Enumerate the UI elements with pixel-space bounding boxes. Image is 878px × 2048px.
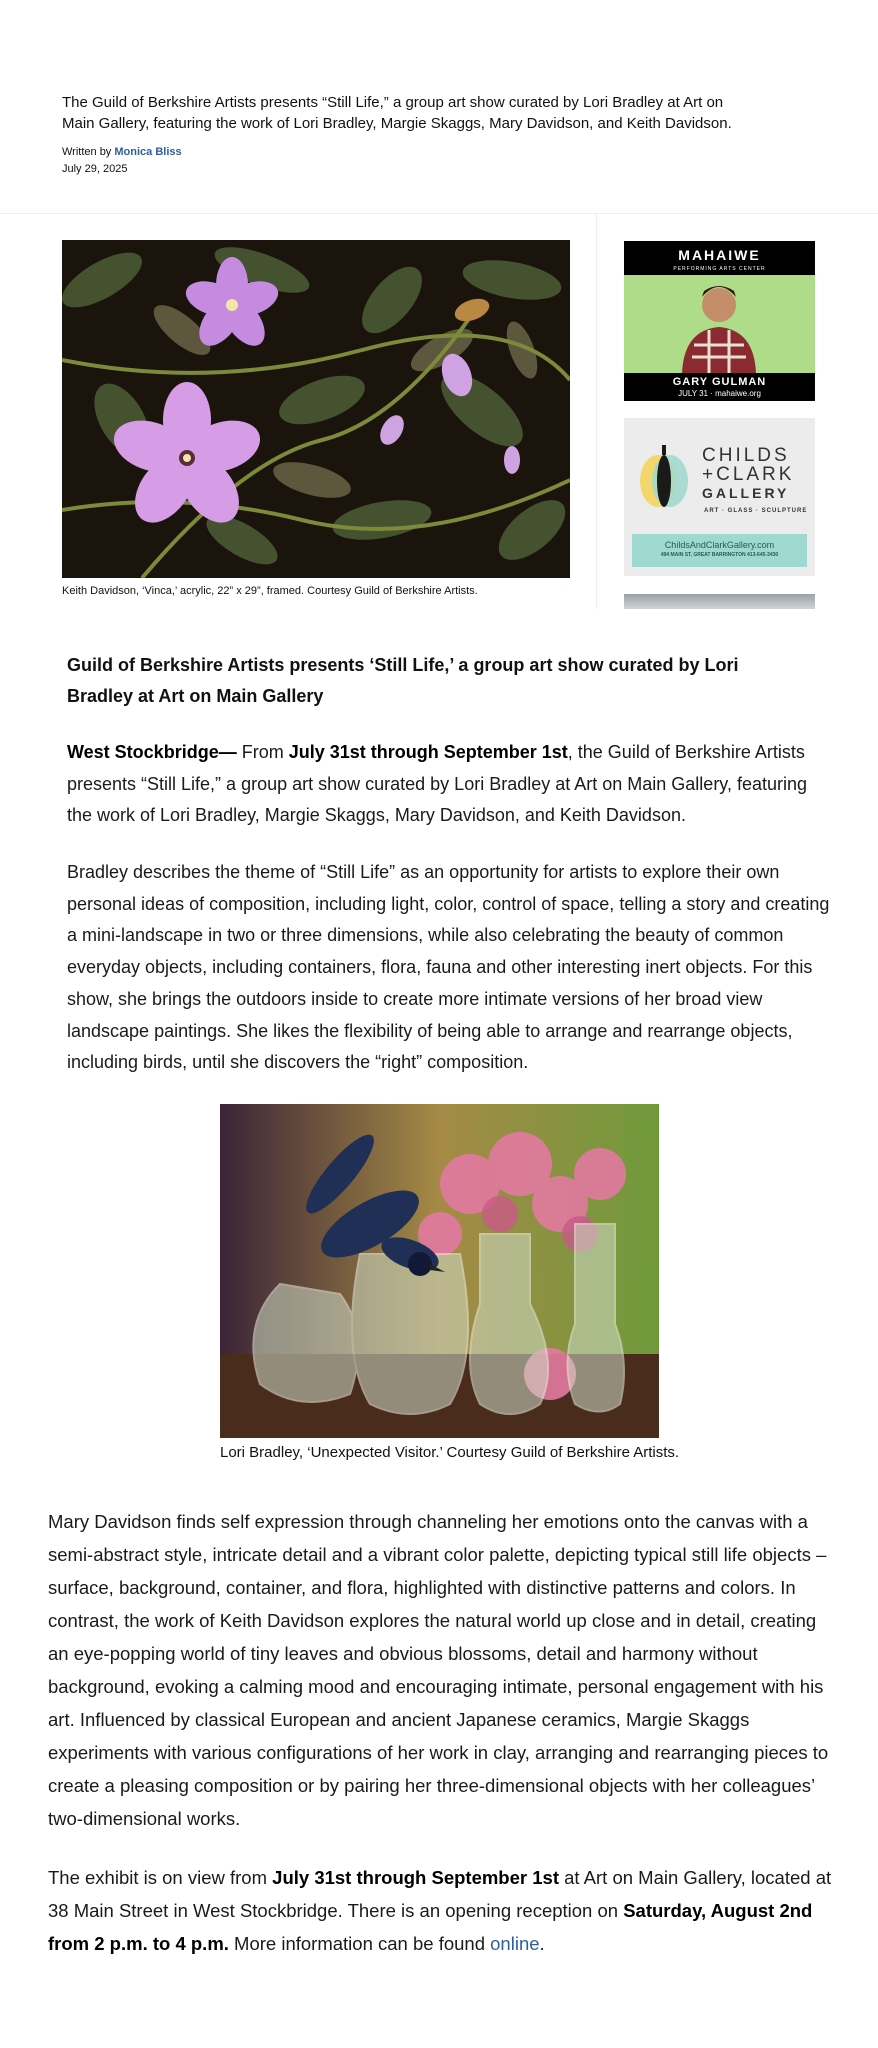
ad-childs-clark-url: ChildsAndClarkGallery.com: [664, 540, 775, 550]
ad-childs-line3: GALLERY: [702, 485, 790, 501]
publish-date: July 29, 2025: [62, 163, 128, 175]
online-link[interactable]: online: [490, 1933, 540, 1954]
article-paragraph-2: Bradley describes the theme of “Still Life” as an opportunity for artists to explore their own personal ideas of composition, including light, color, control of space, telling a story and creating a mini-landscape in two or three dimensions, while also celebrating the beauty of common everyday objects, including containers, flora, fauna and other interesting inert objects. For this show, she brings the outdoors inside to create more intimate versions of her broad view landscape paintings. She likes the flexibility of being able to arrange and rearrange objects, including birds, until she discovers the “right” composition.: [67, 862, 830, 1073]
p4-text-a: The exhibit is on view from: [48, 1867, 273, 1888]
ad-partial[interactable]: [624, 594, 815, 609]
intro-text: The Guild of Berkshire Artists presents “Still Life,” a group art show curated by Lori Bradley at Art on Main Gallery, featuring the work of Lori Bradley, Margie Skaggs, Mary Davidson, and Keith Davidson.: [62, 94, 732, 132]
ad-mahaiwe[interactable]: [624, 241, 815, 401]
sidebar-divider: [596, 213, 597, 609]
article-paragraph-4: [48, 1861, 840, 1960]
p4-text-b: at Art on Main Gallery, located at 38 Main Street in West Stockbridge. There is an opening reception on: [48, 1867, 832, 1921]
image2-caption: Lori Bradley, ‘Unexpected Visitor.’ Courtesy Guild of Berkshire Artists.: [220, 1444, 680, 1461]
hero-caption: Keith Davidson, ‘Vinca,’ acrylic, 22” x 29”, framed. Courtesy Guild of Berkshire Artists.: [62, 585, 478, 597]
p1-text-b: , the Guild of Berkshire Artists presents “Still Life,” a group art show curated by Lori Bradley at Art on Main Gallery, featuring the work of Lori Bradley, Margie Skaggs, Mary Davidson, and Keith Davidson.: [67, 742, 808, 826]
ad-childs-clark[interactable]: [624, 418, 815, 576]
ad-mahaiwe-header: [624, 241, 815, 275]
written-by-label: Written by: [62, 146, 112, 158]
p4-reception: Saturday, August 2nd from 2 p.m. to 4 p.m.: [48, 1900, 813, 1954]
article-paragraph-3: Mary Davidson finds self expression through channeling her emotions onto the canvas with a semi-abstract style, intricate detail and a vibrant color palette, depicting typical still life objects – surface, background, container, and flora, highlighted with distinctive patterns and colors. In contrast, the work of Keith Davidson explores the natural world up close and in detail, creating an eye-popping world of tiny leaves and obvious blossoms, detail and harmony without background, evoking a calming mood and encouraging intimate, personal engagement with his art. Influenced by classical European and ancient Japanese ceramics, Margie Skaggs experiments with various configurations of her work in clay, arranging and rearranging pieces to create a pleasing composition or by pairing her three-dimensional objects with her colleagues’ two-dimensional works.: [48, 1511, 829, 1829]
divider: [0, 213, 878, 214]
ad-mahaiwe-footer: [624, 373, 815, 401]
ad-mahaiwe-date: JULY 31 · mahaiwe.org: [678, 389, 761, 398]
person-photo-icon: [674, 275, 764, 373]
hero-image-vinca: [62, 240, 570, 578]
p1-dates: July 31st through September 1st: [288, 742, 568, 762]
image-unexpected-visitor: [220, 1104, 659, 1438]
article-paragraph-1: [67, 737, 837, 832]
byline: [62, 144, 742, 178]
p4-text-d: .: [539, 1933, 545, 1954]
article-headline: Guild of Berkshire Artists presents ‘Still Life,’ a group art show curated by Lori Bradley at Art on Main Gallery: [67, 655, 739, 706]
ad-childs-clark-tagline: ART · GLASS · SCULPTURE: [704, 508, 808, 514]
ad-mahaiwe-brand-sub: PERFORMING ARTS CENTER: [673, 266, 766, 272]
ad-childs-line1: CHILDS: [702, 445, 790, 466]
dateline: West Stockbridge—: [67, 742, 237, 762]
article-intro: [62, 92, 742, 178]
ad-childs-clark-band: [632, 534, 807, 567]
author-link[interactable]: Monica Bliss: [114, 146, 182, 158]
ad-childs-clark-name: [702, 446, 794, 503]
ad-mahaiwe-brand: MAHAIWE: [678, 247, 761, 263]
childs-clark-logo-icon: [636, 443, 692, 511]
p1-text-a: From: [236, 742, 289, 762]
ad-childs-line2: +CLARK: [702, 464, 795, 485]
p4-dates: July 31st through September 1st: [272, 1867, 559, 1888]
p4-text-c: More information can be found: [228, 1933, 491, 1954]
ad-childs-clark-address: 494 MAIN ST, GREAT BARRINGTON 413-645-3430: [660, 552, 779, 558]
ad-mahaiwe-performer: GARY GULMAN: [672, 376, 767, 388]
